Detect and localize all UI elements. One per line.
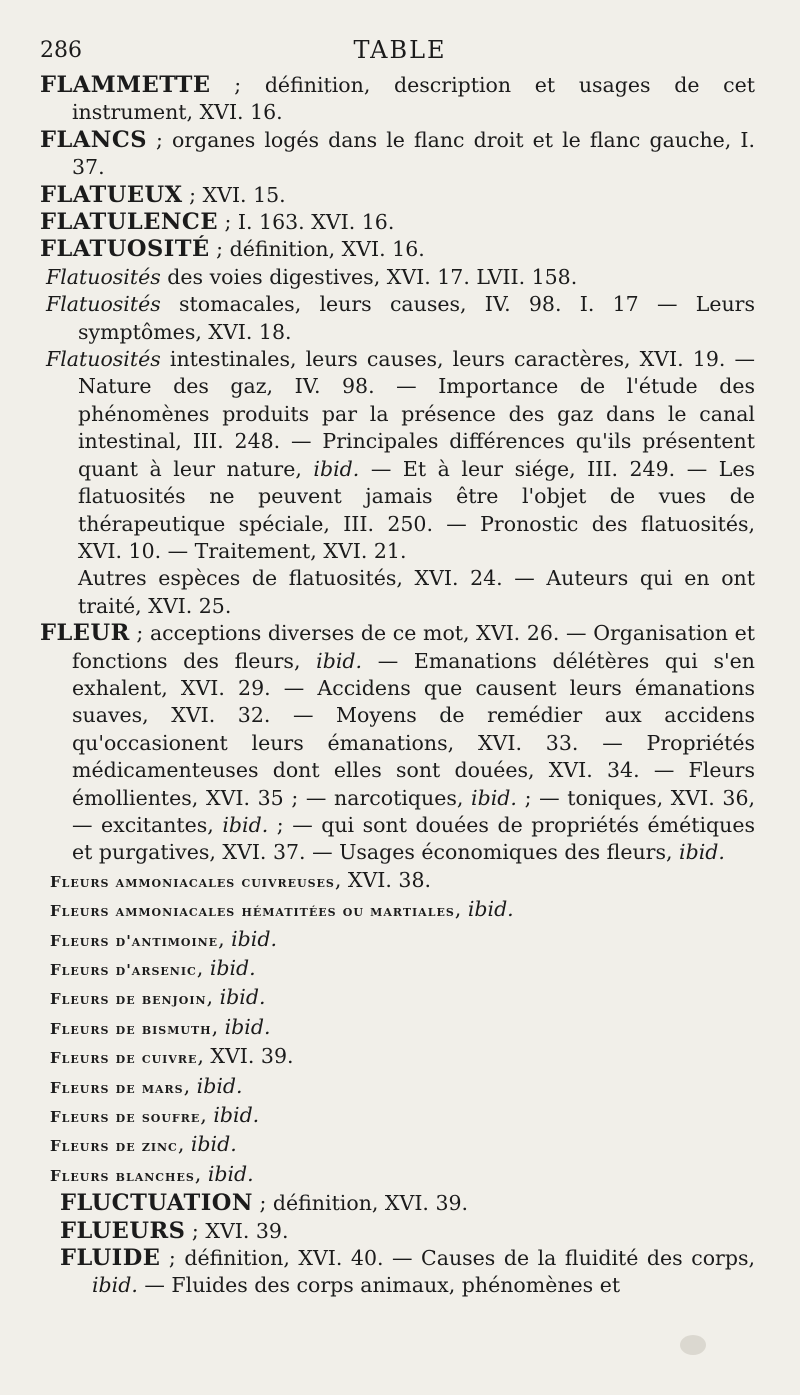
page-header <box>40 36 760 70</box>
fleurs-item-label: Fleurs de soufre <box>50 1108 201 1127</box>
page-number: 286 <box>40 38 82 63</box>
fleurs-item-ref: ibid. <box>207 1161 254 1186</box>
fleurs-list-item <box>50 867 755 896</box>
fleurs-item-ref: ibid. <box>467 897 514 922</box>
fleurs-item-label: Fleurs blanches <box>50 1166 195 1185</box>
entry-flatulence: FLATULENCE ; I. 163. XVI. 16. <box>40 209 395 236</box>
fleurs-item-label: Fleurs de bismuth <box>50 1019 212 1038</box>
fleurs-item-ref: ibid. <box>224 1014 271 1039</box>
fleurs-item-ref: ibid. <box>213 1103 260 1128</box>
entry-fluide: FLUIDE ; définition, XVI. 40. — Causes de la fluidité des corps, ibid. — Fluides des corps animaux, phénomènes et <box>60 1245 755 1298</box>
subentry-flatuosites-digestives: Flatuosités des voies digestives, XVI. 17. LVII. 158. <box>46 264 578 289</box>
entry-flancs: FLANCS ; organes logés dans le flanc droit et le flanc gauche, I. 37. <box>40 126 755 180</box>
fleurs-item-label: Fleurs d'arsenic <box>50 961 197 979</box>
fleurs-list-item: Fleurs de soufre, ibid. <box>50 1103 260 1128</box>
index-content <box>40 72 755 1300</box>
fleurs-sublist <box>40 867 755 1190</box>
entry-flueurs: FLUEURS ; XVI. 39. <box>60 1217 289 1244</box>
fleurs-list-item: Fleurs d'antimoine, ibid. <box>50 926 277 951</box>
fleurs-item-ref: ibid. <box>209 956 256 980</box>
fleurs-list-item: Fleurs de mars, ibid. <box>50 1073 243 1098</box>
fleurs-item-label: Fleurs ammoniacales hématitées ou martiales <box>50 902 455 921</box>
entry-fluctuation: FLUCTUATION ; définition, XVI. 39. <box>60 1190 469 1217</box>
fleurs-item-ref: ibid. <box>196 1073 243 1098</box>
fleurs-item-ref: ibid. <box>231 926 277 951</box>
entry-flatuosite: FLATUOSITÉ ; définition, XVI. 16. <box>40 236 425 263</box>
running-title: TABLE <box>353 36 447 64</box>
paragraph-autres-especes: Autres espèces de flatuosités, XVI. 24. — Auteurs qui en ont traité, XVI. 25. <box>78 566 755 618</box>
fleurs-list-item <box>50 1043 755 1072</box>
fleurs-item-label: Fleurs de benjoin <box>50 990 207 1009</box>
fleurs-item-ref: ibid. <box>219 985 266 1010</box>
fleurs-list-item: Fleurs de bismuth, ibid. <box>50 1014 271 1039</box>
fleurs-item-label: Fleurs de cuivre <box>50 1049 198 1068</box>
entry-flatueux: FLATUEUX ; XVI. 15. <box>40 181 286 208</box>
fleurs-item-ref: ibid. <box>190 1132 237 1157</box>
fleurs-list-item: Fleurs d'arsenic, ibid. <box>50 956 256 980</box>
entry-flammette: FLAMMETTE ; définition, description et usages de cet instrument, XVI. 16. <box>40 72 755 125</box>
entry-fleur: FLEUR ; acceptions diverses de ce mot, XVI. 26. — Organisation et fonctions des fleurs, ibid. — Emanations délétères qui s'en exhalent, XVI. 29. — Accidens que causent leurs émanations suaves, XVI. 32. — Moyens de remédier aux accidens qu'occasionent leurs émanations, XVI. 33. — Propriétés médicamenteuses dont elles sont douées, XVI. 34. — Fleurs émollientes, XVI. 35 ; — narcotiques, ibid. ; — toniques, XVI. 36, — excitantes, ibid. ; — qui sont douées de propriétés émétiques et purgatives, XVI. 37. — Usages économiques des fleurs, ibid. <box>40 620 756 865</box>
fleurs-item-label: Fleurs ammoniacales cuivreuses <box>50 872 335 891</box>
fleurs-item-ref: , XVI. 38. <box>334 867 432 892</box>
fleurs-item-label: Fleurs d'antimoine <box>50 931 219 950</box>
subentry-flatuosites-stomacales: Flatuosités stomacales, leurs causes, IV. 98. I. 17 — Leurs symptômes, XVI. 18. <box>46 292 755 344</box>
fleurs-list-item: Fleurs de benjoin, ibid. <box>50 985 266 1010</box>
paper-stain <box>680 1335 706 1355</box>
fleurs-list-item: Fleurs blanches, ibid. <box>50 1161 254 1186</box>
subentry-flatuosites-intestinales: Flatuosités intestinales, leurs causes, leurs caractères, XVI. 19. — Nature des gaz, IV. 98. — Importance de l'étude des phénomènes produits par la présence des gaz dans le canal intestinal, III. 248. — Principales différences qu'ils présentent quant à leur nature, ibid. — Et à leur siége, III. 249. — Les flatuosités ne peuvent jamais être l'objet de vues de thérapeutique spéciale, III. 250. — Pronostic des flatuosités, XVI. 10. — Traitement, XVI. 21. <box>46 347 756 563</box>
fleurs-item-ref: , XVI. 39. <box>197 1044 294 1069</box>
fleurs-item-label: Fleurs de zinc <box>50 1137 178 1156</box>
fleurs-list-item: Fleurs ammoniacales hématitées ou martiales, ibid. <box>50 897 514 922</box>
fleurs-item-label: Fleurs de mars <box>50 1078 184 1097</box>
fleurs-list-item: Fleurs de zinc, ibid. <box>50 1132 237 1157</box>
